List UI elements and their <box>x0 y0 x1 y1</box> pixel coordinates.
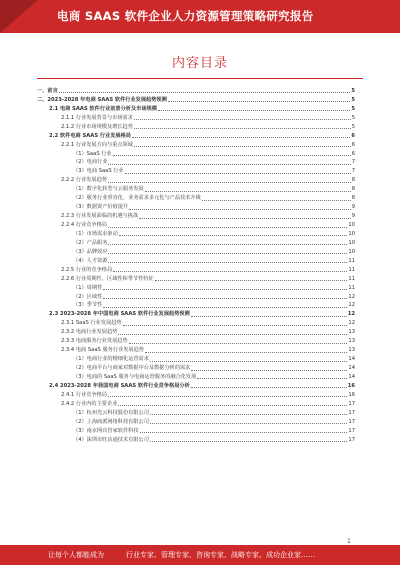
toc-entry[interactable] <box>37 140 355 149</box>
toc-entry[interactable] <box>37 158 355 167</box>
toc-entry[interactable] <box>37 292 355 301</box>
toc-leader-dots <box>108 227 347 228</box>
toc-entry[interactable] <box>37 363 355 372</box>
toc-entry-label: 2.2.2 行业发展趋势 <box>61 177 107 184</box>
toc-entry-page: 5 <box>351 123 355 130</box>
toc-entry-label: 2.2.6 行业周期性、区域性和季节性特征 <box>61 275 154 282</box>
toc-entry-page: 16 <box>347 382 355 389</box>
toc-entry-page: 10 <box>348 248 355 255</box>
toc-entry-label: 2.2.3 行业发展面临的机遇与挑战 <box>61 213 139 220</box>
toc-entry-page: 17 <box>348 418 355 425</box>
toc-leader-dots <box>168 101 351 102</box>
toc-entry-label: （2）产品服务 <box>73 239 108 246</box>
toc-entry-page: 9 <box>351 204 355 211</box>
toc-entry-page: 16 <box>348 391 355 398</box>
toc-leader-dots <box>132 137 350 138</box>
toc-leader-dots <box>129 209 351 210</box>
toc-entry[interactable] <box>37 435 355 444</box>
toc-entry-label: 2.3.4 电商 SaaS 服务行业发展趋势 <box>61 347 144 354</box>
toc-heading-divider <box>37 78 363 79</box>
toc-entry-label: 2.1.1 行业发展背景与市场需求 <box>61 114 133 121</box>
toc-entry[interactable] <box>37 354 355 363</box>
toc-leader-dots <box>158 110 350 111</box>
toc-entry[interactable] <box>37 274 355 283</box>
toc-leader-dots <box>155 280 348 281</box>
report-header <box>0 0 400 33</box>
toc-leader-dots <box>134 128 351 129</box>
toc-leader-dots <box>103 298 347 299</box>
toc-entry-page: 13 <box>348 347 355 354</box>
toc-entry-page: 8 <box>351 195 355 202</box>
toc-leader-dots <box>150 441 347 442</box>
toc-entry-label: （3）数据资产价值提升 <box>73 204 129 211</box>
toc-entry[interactable] <box>37 372 355 381</box>
toc-leader-dots <box>108 244 347 245</box>
toc-entry-page: 7 <box>351 159 355 166</box>
toc-leader-dots <box>113 155 351 156</box>
report-footer <box>0 545 400 565</box>
toc-leader-dots <box>191 387 347 388</box>
toc-leader-dots <box>123 325 348 326</box>
toc-entry[interactable] <box>37 417 355 426</box>
footer-slogan: 让每个人都能成为 <box>48 551 104 559</box>
toc-entry[interactable] <box>37 166 355 175</box>
toc-entry-label: 2.1 电商 SAAS 软件行业前景分析及市场规模 <box>49 105 157 112</box>
toc-entry-label: 一、前言 <box>37 87 58 94</box>
toc-leader-dots <box>139 218 351 219</box>
toc-leader-dots <box>118 405 347 406</box>
toc-entry-label: （3）季节性 <box>73 302 103 309</box>
toc-entry-page: 12 <box>348 293 355 300</box>
toc-entry[interactable] <box>37 283 355 292</box>
toc-entry-label: （1）市场需求驱动 <box>73 230 118 237</box>
toc-entry-label: （3）南京网店管家软件科技 <box>73 427 139 434</box>
toc-entry[interactable] <box>37 175 355 184</box>
toc-entry-label: 2.4.1 行业竞争格局 <box>61 391 107 398</box>
toc-entry[interactable] <box>37 265 355 274</box>
toc-entry[interactable] <box>37 238 355 247</box>
toc-entry[interactable] <box>37 390 355 399</box>
toc-entry-page: 11 <box>348 275 355 282</box>
toc-entry-page: 11 <box>348 266 355 273</box>
toc-entry-label: （3）电商 SaaS 行业 <box>73 168 124 175</box>
toc-entry-label: 2.3.1 SaaS 行业发展趋势 <box>61 320 122 327</box>
toc-leader-dots <box>197 378 347 379</box>
toc-heading: 内容目录 <box>171 56 228 71</box>
toc-entry[interactable] <box>37 95 355 104</box>
toc-entry[interactable] <box>37 104 355 113</box>
toc-entry-page: 5 <box>351 87 355 94</box>
toc-entry-page: 14 <box>348 373 355 380</box>
toc-entry-label: 2.2 软件电商 SAAS 行业发展格局 <box>49 132 131 139</box>
toc-entry-label: 2.2.4 行业竞争格局 <box>61 222 107 228</box>
toc-entry-page: 17 <box>348 409 355 416</box>
toc-entry-page: 17 <box>348 436 355 443</box>
toc-entry-page: 12 <box>347 311 355 318</box>
toc-entry-label: （2）服务行业垂直化、业务需求多元化与产品技术升级 <box>73 195 201 202</box>
toc-leader-dots <box>103 289 347 290</box>
toc-entry-page: 10 <box>348 222 355 228</box>
toc-entry[interactable] <box>37 309 355 318</box>
toc-entry[interactable] <box>37 408 355 417</box>
toc-leader-dots <box>150 423 347 424</box>
toc-entry-label: （1）电商行业的精细化运营需求 <box>73 356 149 363</box>
toc-entry-page: 5 <box>351 114 355 121</box>
toc-entry-label: 2.4 2023-2028 年我国电商 SAAS 软件行业竞争格局分析 <box>49 382 190 389</box>
toc-leader-dots <box>108 253 347 254</box>
toc-entry[interactable] <box>37 327 355 336</box>
footer-roles: 行业专家、管理专家、咨询专家、战略专家、成功企业家…… <box>126 551 315 559</box>
toc-entry-page: 17 <box>348 427 355 434</box>
toc-entry-page: 17 <box>348 400 355 407</box>
toc-entry[interactable] <box>37 211 355 220</box>
toc-entry-page: 13 <box>348 338 355 345</box>
toc-leader-dots <box>119 235 348 236</box>
toc-leader-dots <box>150 361 347 362</box>
toc-leader-dots <box>108 262 347 263</box>
toc-entry-label: （4）人才资源 <box>73 257 108 264</box>
toc-leader-dots <box>191 316 347 317</box>
toc-entry-label: 2.3.3 电商服务行业发展趋势 <box>61 338 128 345</box>
toc-entry-page: 12 <box>348 302 355 309</box>
toc-entry-page: 9 <box>351 213 355 220</box>
toc-entry[interactable] <box>37 113 355 122</box>
toc-entry-page: 5 <box>351 105 355 112</box>
header-corner-decoration <box>0 0 38 33</box>
toc-leader-dots <box>202 200 351 201</box>
toc-entry[interactable] <box>37 149 355 158</box>
toc-leader-dots <box>113 271 347 272</box>
toc-entry[interactable] <box>37 381 355 390</box>
toc-entry-label: 2.3 2023-2028 年中国电商 SAAS 软件行业发展趋势预测 <box>49 311 190 318</box>
toc-entry-label: 2.2.5 行业的竞争格局 <box>61 266 113 273</box>
toc-leader-dots <box>103 307 347 308</box>
toc-entry-label: （2）电商平台与商家对数据中台及数据分析的需求 <box>73 365 191 371</box>
toc-entry-label: （1）杭州光云科技股份有限公司 <box>73 409 149 416</box>
toc-entry-label: （2）上海商派网络科技有限公司 <box>73 418 149 425</box>
toc-leader-dots <box>125 173 351 174</box>
toc-leader-dots <box>150 414 347 415</box>
toc-entry[interactable] <box>37 131 355 140</box>
toc-entry-page: 6 <box>351 132 355 139</box>
toc-entry-page: 12 <box>348 320 355 327</box>
toc-leader-dots <box>108 396 347 397</box>
toc-leader-dots <box>108 182 351 183</box>
toc-leader-dots <box>59 92 351 93</box>
toc-leader-dots <box>134 119 351 120</box>
toc-entry-label: 2.1.2 行业市场规模及增长趋势 <box>61 123 133 130</box>
toc-leader-dots <box>129 343 348 344</box>
toc-leader-dots <box>118 334 347 335</box>
toc-entry-page: 10 <box>348 230 355 237</box>
toc-entry[interactable] <box>37 229 355 238</box>
toc-entry-label: （2）区域性 <box>73 293 103 300</box>
toc-entry-page: 13 <box>348 329 355 336</box>
page-number: 1 <box>347 538 351 545</box>
toc-entry-label: （3）品牌效应 <box>73 248 108 255</box>
toc-leader-dots <box>191 370 347 371</box>
toc-entry-label: （4）深圳市旺店通技术有限公司 <box>73 436 149 443</box>
toc-entry[interactable] <box>37 193 355 202</box>
toc-entry[interactable] <box>37 399 355 408</box>
toc-entry-label: 2.3.2 电商行业发展趋势 <box>61 329 118 336</box>
toc-entry[interactable] <box>37 220 355 229</box>
toc-entry-page: 14 <box>348 356 355 363</box>
toc-entry[interactable] <box>37 184 355 193</box>
toc-entry-page: 6 <box>351 150 355 157</box>
toc-entry-label: 2.2.1 行业发展方向与重点领域 <box>61 141 133 148</box>
toc-entry-label: （3）电商的 SaaS 服务与电商运营服务的融合化发展 <box>73 373 197 380</box>
toc-entry-page: 6 <box>351 141 355 148</box>
toc-entry[interactable] <box>37 318 355 327</box>
toc-entry-page: 8 <box>351 177 355 184</box>
toc-entry-label: （1）数字化转型与云服务发展 <box>73 186 144 193</box>
toc-entry-page: 11 <box>348 257 355 264</box>
toc-entry-label: （1）SaaS 行业 <box>73 150 112 157</box>
toc-entry[interactable] <box>37 426 355 435</box>
toc-entry[interactable] <box>37 86 355 95</box>
toc-leader-dots <box>108 164 350 165</box>
toc-entry-page: 7 <box>351 168 355 175</box>
report-title: 电商 SAAS 软件企业人力资源管理策略研究报告 <box>57 9 314 23</box>
toc-entry-page: 8 <box>351 186 355 193</box>
toc-entry[interactable] <box>37 345 355 354</box>
toc-entry-label: （1）周期性 <box>73 284 103 291</box>
toc-entry[interactable] <box>37 202 355 211</box>
toc-entry-label: 二、2023-2028 年电商 SAAS 软件行业发展趋势预测 <box>37 96 167 103</box>
toc-entry-page: 10 <box>348 239 355 246</box>
toc-entry[interactable] <box>37 122 355 131</box>
toc-entry-page: 14 <box>348 365 355 371</box>
toc-entry-page: 5 <box>351 96 355 103</box>
toc-leader-dots <box>145 352 347 353</box>
table-of-contents <box>37 86 355 444</box>
toc-leader-dots <box>140 432 348 433</box>
toc-entry[interactable] <box>37 336 355 345</box>
toc-entry-page: 11 <box>348 284 355 291</box>
toc-leader-dots <box>134 146 351 147</box>
toc-entry[interactable] <box>37 256 355 265</box>
toc-entry-label: 2.4.2 行业内的主要企业 <box>61 400 118 407</box>
toc-entry[interactable] <box>37 301 355 310</box>
toc-entry-label: （2）电商行业 <box>73 159 108 166</box>
toc-entry[interactable] <box>37 247 355 256</box>
toc-leader-dots <box>145 191 351 192</box>
